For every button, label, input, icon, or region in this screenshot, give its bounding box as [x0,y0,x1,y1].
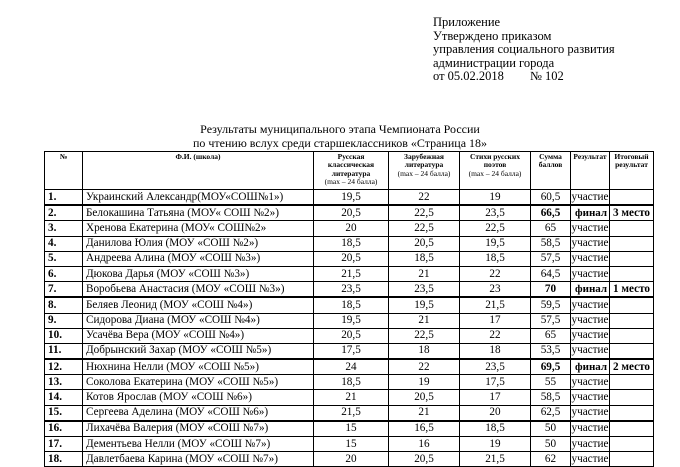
cell-name: Лихачёва Валерия (МОУ «СОШ №7») [83,421,314,437]
cell-final-result: 3 место [610,205,654,221]
cell-num: 7. [45,282,83,298]
table-row [45,297,654,313]
cell-foreign-score: 16,5 [389,421,460,437]
cell-num: 8. [45,297,83,313]
cell-result: участие [571,405,610,421]
cell-rus-score: 24 [314,359,389,375]
cell-num: 5. [45,251,83,266]
cell-foreign-score: 20,5 [389,390,460,405]
cell-name: Нюхнина Нелли (МОУ «СОШ №5») [83,359,314,375]
cell-sum: 58,5 [531,236,571,251]
cell-rus-score: 20,5 [314,205,389,221]
cell-rus-score: 21,5 [314,266,389,281]
cell-result: участие [571,266,610,281]
cell-rus-score: 21,5 [314,405,389,421]
cell-rus-score: 20,5 [314,251,389,266]
cell-name: Украинский Александр(МОУ«СОШ№1») [83,190,314,206]
cell-sum: 66,5 [531,205,571,221]
cell-poems-score: 22 [460,266,531,281]
cell-sum: 64,5 [531,266,571,281]
cell-rus-score: 20,5 [314,328,389,343]
cell-rus-score: 18,5 [314,375,389,390]
cell-name: Усачёва Вера (МОУ «СОШ №4») [83,328,314,343]
cell-sum: 59,5 [531,297,571,313]
table-row [45,205,654,221]
cell-result: участие [571,251,610,266]
cell-poems-score: 18,5 [460,251,531,266]
cell-rus-score: 21 [314,390,389,405]
cell-final-result: 1 место [610,282,654,298]
table-row [45,221,654,236]
cell-rus-score: 20 [314,221,389,236]
cell-final-result [610,221,654,236]
cell-poems-score: 22,5 [460,221,531,236]
cell-result: участие [571,452,610,467]
cell-num: 3. [45,221,83,236]
cell-result: участие [571,297,610,313]
cell-rus-score: 23,5 [314,282,389,298]
cell-poems-score: 19 [460,190,531,206]
cell-rus-score: 19,5 [314,313,389,328]
cell-result: участие [571,190,610,206]
cell-poems-score: 17 [460,390,531,405]
cell-poems-score: 23,5 [460,205,531,221]
cell-foreign-score: 23,5 [389,282,460,298]
table-row [45,452,654,467]
cell-rus-score: 19,5 [314,190,389,206]
cell-foreign-score: 19,5 [389,297,460,313]
cell-num: 15. [45,405,83,421]
cell-num: 18. [45,452,83,467]
cell-final-result [610,328,654,343]
cell-foreign-score: 22 [389,190,460,206]
table-body [45,190,654,467]
cell-poems-score: 17 [460,313,531,328]
table-row [45,359,654,375]
cell-result: финал [571,359,610,375]
cell-num: 12. [45,359,83,375]
cell-foreign-score: 22,5 [389,328,460,343]
cell-name: Сергеева Аделина (МОУ «СОШ №6») [83,405,314,421]
cell-rus-score: 15 [314,437,389,452]
cell-name: Андреева Алина (МОУ «СОШ №3») [83,251,314,266]
cell-poems-score: 19,5 [460,236,531,251]
cell-name: Давлетбаева Карина (МОУ «СОШ №7») [83,452,314,467]
cell-result: участие [571,390,610,405]
cell-sum: 57,5 [531,313,571,328]
title-line-2: по чтению вслух среди старшеклассников «Страница 18» [192,136,488,150]
cell-foreign-score: 20,5 [389,452,460,467]
cell-num: 6. [45,266,83,281]
table-row [45,375,654,390]
table-row [45,190,654,206]
cell-result: участие [571,221,610,236]
cell-num: 9. [45,313,83,328]
approval-number: № 102 [529,69,564,84]
cell-name: Белокашина Татьяна (МОУ« СОШ №2») [83,205,314,221]
cell-poems-score: 18,5 [460,421,531,437]
header-rus-note: (max – 24 балла) [324,177,378,187]
cell-sum: 60,5 [531,190,571,206]
cell-final-result [610,313,654,328]
cell-num: 10. [45,328,83,343]
cell-poems-score: 23,5 [460,359,531,375]
cell-num: 1. [45,190,83,206]
cell-num: 16. [45,421,83,437]
cell-foreign-score: 21 [389,313,460,328]
cell-poems-score: 19 [460,437,531,452]
cell-foreign-score: 16 [389,437,460,452]
cell-final-result [610,421,654,437]
cell-final-result [610,251,654,266]
table-row [45,405,654,421]
cell-num: 4. [45,236,83,251]
cell-sum: 57,5 [531,251,571,266]
header-final: Итоговый результат [610,152,654,190]
cell-foreign-score: 22,5 [389,221,460,236]
header-foreign-note: (max – 24 балла) [397,168,451,178]
cell-rus-score: 15 [314,421,389,437]
header-num: № [45,152,83,190]
cell-name: Воробьева Анастасия (МОУ «СОШ №3») [83,282,314,298]
approval-line-2: Утверждено приказом [433,28,552,43]
cell-foreign-score: 19 [389,375,460,390]
cell-poems-score: 23 [460,282,531,298]
cell-rus-score: 17,5 [314,343,389,359]
cell-sum: 50 [531,437,571,452]
cell-foreign-score: 21 [389,405,460,421]
cell-final-result [610,343,654,359]
header-poems [460,152,531,190]
cell-num: 13. [45,375,83,390]
header-poems-label: Стихи русских поэтов [470,152,520,170]
table-row [45,266,654,281]
header-result: Результат [571,152,610,190]
cell-final-result [610,437,654,452]
cell-foreign-score: 18,5 [389,251,460,266]
cell-name: Дюкова Дарья (МОУ «СОШ №3») [83,266,314,281]
cell-sum: 65 [531,221,571,236]
table-row [45,236,654,251]
cell-sum: 65 [531,328,571,343]
header-foreign-label: Зарубежная литература [404,152,444,170]
table-row [45,282,654,298]
table-row [45,313,654,328]
cell-result: участие [571,375,610,390]
cell-final-result [610,266,654,281]
cell-poems-score: 17,5 [460,375,531,390]
approval-line-4: администрации города [433,55,555,70]
cell-sum: 69,5 [531,359,571,375]
table-row [45,421,654,437]
cell-final-result [610,390,654,405]
cell-result: финал [571,205,610,221]
cell-poems-score: 20 [460,405,531,421]
cell-foreign-score: 18 [389,343,460,359]
cell-rus-score: 18,5 [314,297,389,313]
cell-foreign-score: 21 [389,266,460,281]
cell-poems-score: 18 [460,343,531,359]
cell-rus-score: 18,5 [314,236,389,251]
approval-date: от 05.02.2018 [433,69,504,84]
table-header-row [45,152,654,190]
cell-num: 17. [45,437,83,452]
cell-num: 11. [45,343,83,359]
approval-line-3: управления социального развития [433,42,615,57]
cell-sum: 50 [531,421,571,437]
cell-result: участие [571,236,610,251]
cell-result: участие [571,437,610,452]
cell-result: участие [571,328,610,343]
header-foreign [389,152,460,190]
cell-poems-score: 21,5 [460,297,531,313]
cell-result: участие [571,343,610,359]
cell-rus-score: 20 [314,452,389,467]
cell-final-result: 2 место [610,359,654,375]
cell-sum: 53,5 [531,343,571,359]
cell-final-result [610,190,654,206]
cell-name: Данилова Юлия (МОУ «СОШ №2») [83,236,314,251]
cell-sum: 70 [531,282,571,298]
table-row [45,390,654,405]
results-table [44,151,654,467]
cell-sum: 62 [531,452,571,467]
cell-foreign-score: 22,5 [389,205,460,221]
table-row [45,343,654,359]
cell-foreign-score: 22 [389,359,460,375]
cell-final-result [610,405,654,421]
cell-name: Беляев Леонид (МОУ «СОШ №4») [83,297,314,313]
header-name: Ф.И. (школа) [83,152,314,190]
approval-block [433,16,615,84]
table-row [45,328,654,343]
cell-num: 2. [45,205,83,221]
cell-final-result [610,297,654,313]
cell-sum: 55 [531,375,571,390]
cell-foreign-score: 20,5 [389,236,460,251]
table-row [45,437,654,452]
cell-poems-score: 21,5 [460,452,531,467]
cell-final-result [610,452,654,467]
cell-name: Котов Ярослав (МОУ «СОШ №6») [83,390,314,405]
header-rus [314,152,389,190]
cell-final-result [610,236,654,251]
approval-date-line [433,70,615,84]
cell-name: Дементьева Нелли (МОУ «СОШ №7») [83,437,314,452]
cell-name: Сидорова Диана (МОУ «СОШ №4») [83,313,314,328]
header-poems-note: (max – 24 балла) [468,168,522,178]
cell-poems-score: 22 [460,328,531,343]
title-line-1: Результаты муниципального этапа Чемпионата России [200,122,480,136]
cell-result: участие [571,421,610,437]
cell-sum: 58,5 [531,390,571,405]
header-sum: Сумма баллов [531,152,571,190]
cell-num: 14. [45,390,83,405]
cell-name: Хренова Екатерина (МОУ« СОШ№2» [83,221,314,236]
cell-final-result [610,375,654,390]
approval-line-1: Приложение [433,15,501,29]
cell-name: Добрынский Захар (МОУ «СОШ №5») [83,343,314,359]
cell-sum: 62,5 [531,405,571,421]
cell-name: Соколова Екатерина (МОУ «СОШ №5») [83,375,314,390]
document-title [0,122,680,150]
header-rus-label: Русская классическая литература [327,152,375,178]
table-row [45,251,654,266]
cell-result: участие [571,313,610,328]
cell-result: финал [571,282,610,298]
